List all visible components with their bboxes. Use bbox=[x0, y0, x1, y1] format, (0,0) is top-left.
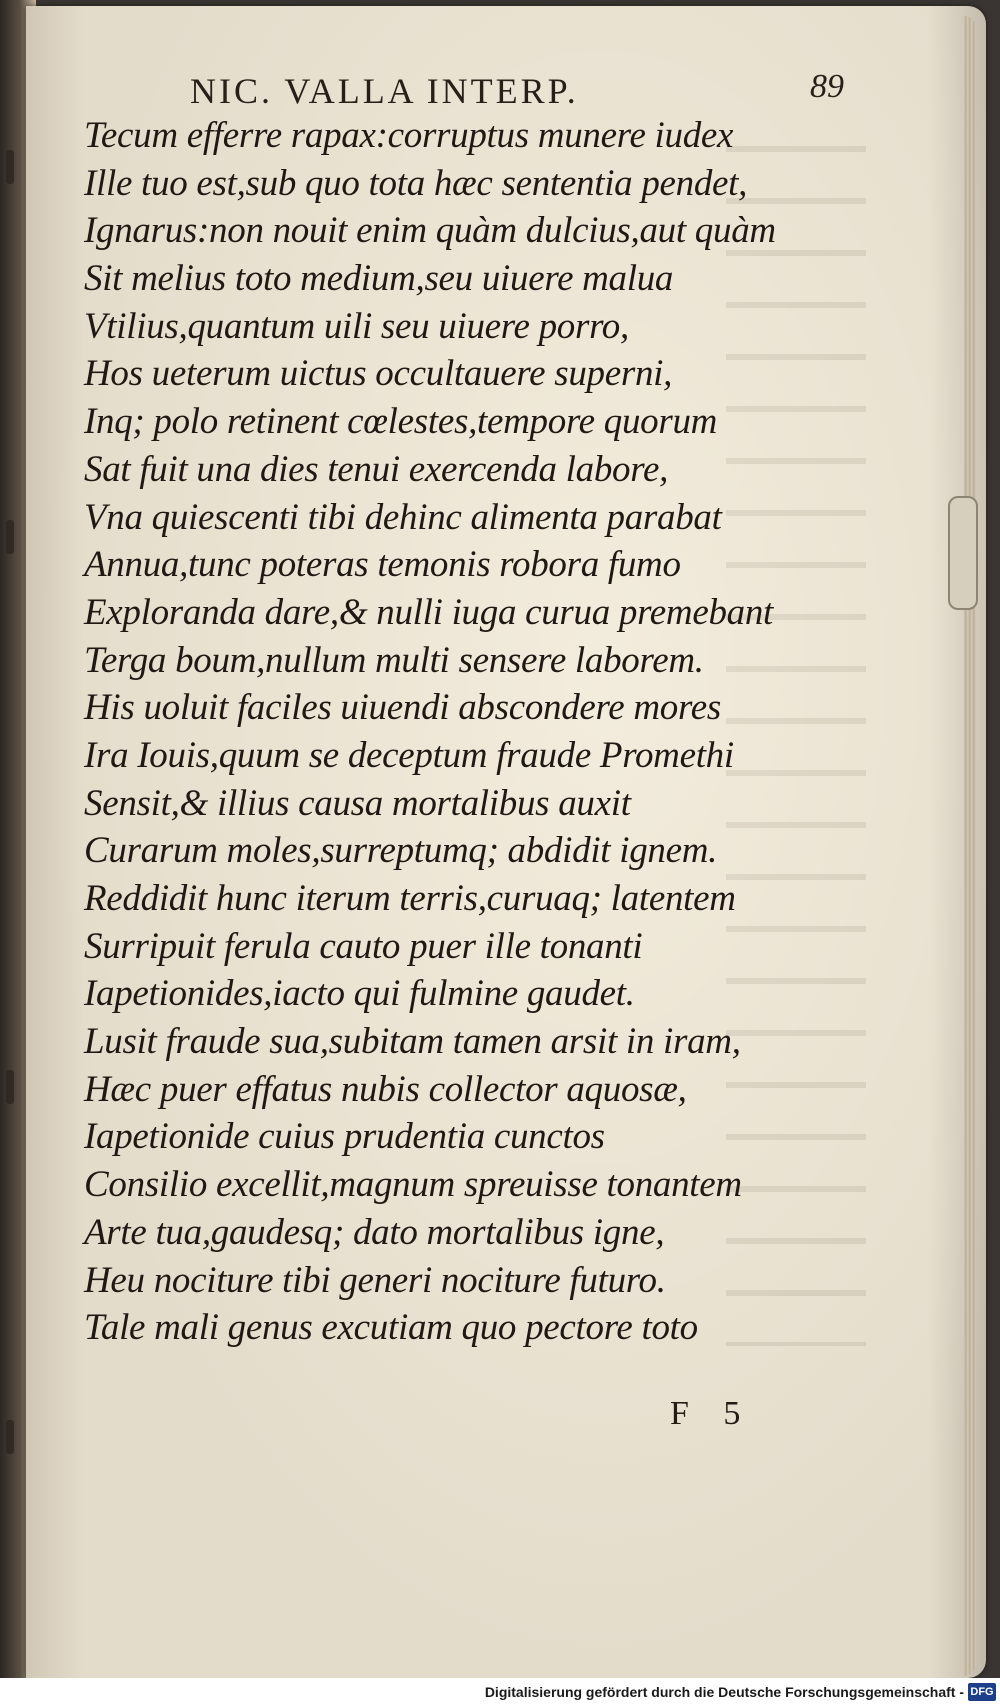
verse-line: Heu nociture tibi generi nociture futuro. bbox=[84, 1259, 666, 1301]
running-head: NIC. VALLA INTERP. bbox=[190, 71, 579, 111]
verse-line: Ira Iouis,quum se deceptum fraude Promethi bbox=[84, 734, 734, 776]
facing-page-ink-mark bbox=[6, 150, 14, 184]
verse-line: Consilio excellit,magnum spreuisse tonantem bbox=[84, 1164, 742, 1206]
verse-line: Terga boum,nullum multi sensere laborem. bbox=[84, 639, 704, 681]
page-number: 89 bbox=[810, 68, 844, 105]
verse-line: Lusit fraude sua,subitam tamen arsit in iram, bbox=[84, 1021, 741, 1063]
verse-line: Iapetionide cuius prudentia cunctos bbox=[84, 1116, 605, 1158]
verse-line: Vtilius,quantum uili seu uiuere porro, bbox=[84, 305, 629, 347]
dfg-logo-icon: DFG bbox=[968, 1683, 996, 1701]
verse-line: Sat fuit una dies tenui exercenda labore, bbox=[84, 448, 669, 490]
verse-line: Exploranda dare,& nulli iuga curua premebant bbox=[84, 591, 774, 633]
verse-line: Hos ueterum uictus occultauere superni, bbox=[84, 353, 673, 395]
page-clip bbox=[948, 496, 978, 610]
facing-page-ink-mark bbox=[6, 1420, 14, 1454]
verse-line: Surripuit ferula cauto puer ille tonanti bbox=[84, 925, 643, 967]
signature-mark: F 5 bbox=[670, 1395, 741, 1432]
verse-line: Sit melius toto medium,seu uiuere malua bbox=[84, 258, 674, 300]
verse-line: Tecum efferre rapax:corruptus munere iudex bbox=[84, 115, 734, 156]
verse-line: Hæc puer effatus nubis collector aquosæ, bbox=[84, 1068, 687, 1110]
verse-line: Reddidit hunc iterum terris,curuaq; latentem bbox=[84, 878, 736, 919]
verse-line: Arte tua,gaudesq; dato mortalibus igne, bbox=[84, 1211, 665, 1253]
verse-block bbox=[84, 112, 844, 1352]
page-stack-edge bbox=[964, 16, 976, 1676]
verse-line: Tale mali genus excutiam quo pectore toto bbox=[84, 1307, 698, 1349]
verse-line: Inq; polo retinent cœlestes,tempore quorum bbox=[84, 401, 718, 443]
digitization-footer bbox=[0, 1678, 1000, 1708]
verse-line: Curarum moles,surreptumq; abdidit ignem. bbox=[84, 830, 718, 872]
verse-line: Vna quiescenti tibi dehinc alimenta parabat bbox=[84, 496, 722, 538]
facing-page-ink-mark bbox=[6, 520, 14, 554]
verse-line: Annua,tunc poteras temonis robora fumo bbox=[84, 544, 681, 586]
verse-line: His uoluit faciles uiuendi abscondere mores bbox=[84, 687, 721, 729]
verse-line: Iapetionides,iacto qui fulmine gaudet. bbox=[84, 973, 635, 1015]
verse-line: Ille tuo est,sub quo tota hæc sententia pendet, bbox=[84, 162, 748, 204]
verse-line: Sensit,& illius causa mortalibus auxit bbox=[84, 782, 631, 824]
facing-page-ink-mark bbox=[6, 1070, 14, 1104]
funding-credit: Digitalisierung gefördert durch die Deutsche Forschungsgemeinschaft - bbox=[484, 1684, 964, 1700]
verse-line: Ignarus:non nouit enim quàm dulcius,aut quàm bbox=[84, 210, 776, 252]
